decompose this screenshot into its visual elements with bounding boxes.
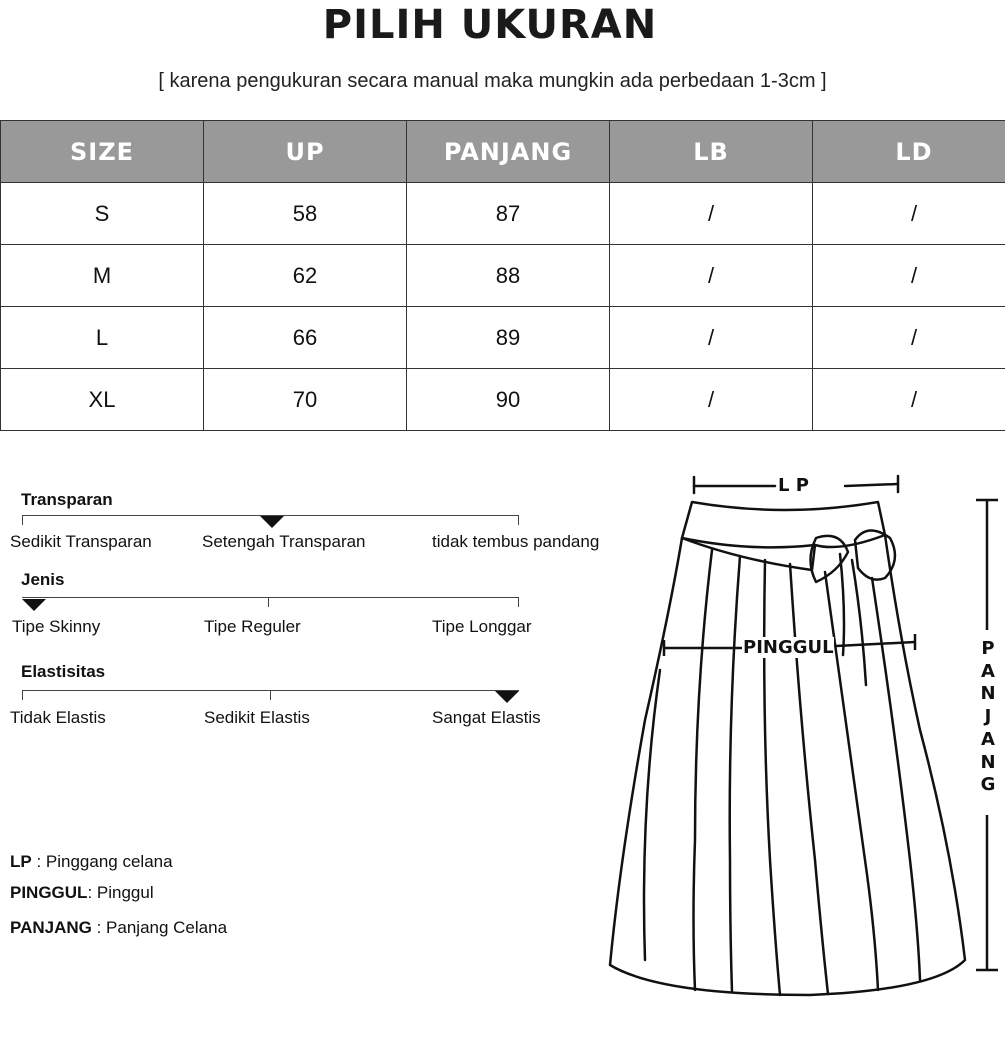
table-cell: / xyxy=(813,307,1005,369)
table-cell: 88 xyxy=(407,245,610,307)
scale-option: Tidak Elastis xyxy=(10,708,106,727)
header-size: SIZE xyxy=(1,121,204,183)
selected-marker xyxy=(22,599,46,611)
table-row xyxy=(1,183,1005,245)
table-cell: 90 xyxy=(407,369,610,431)
page-title: PILIH UKURAN xyxy=(322,2,658,48)
scale-option: Sedikit Transparan xyxy=(10,532,152,551)
table-cell: 58 xyxy=(204,183,407,245)
panjang-letter: G xyxy=(980,774,996,796)
selected-marker xyxy=(260,516,284,528)
table-cell: 62 xyxy=(204,245,407,307)
table-cell: M xyxy=(1,245,204,307)
panjang-letter: J xyxy=(984,706,992,728)
jenis-label: Jenis xyxy=(21,570,65,589)
legend-lp: LP : Pinggang celana xyxy=(10,852,173,871)
table-cell: / xyxy=(610,369,813,431)
panjang-letter: A xyxy=(981,728,995,750)
panjang-label xyxy=(978,638,998,797)
scale-option: Setengah Transparan xyxy=(202,532,366,551)
scale-option: Tipe Reguler xyxy=(204,617,301,636)
table-cell: / xyxy=(813,369,1005,431)
legend-panjang: PANJANG : Panjang Celana xyxy=(10,918,228,937)
scale-option: Sangat Elastis xyxy=(432,708,541,727)
panjang-letter: N xyxy=(980,751,996,773)
table-cell: 87 xyxy=(407,183,610,245)
header-up: UP xyxy=(204,121,407,183)
table-row xyxy=(1,245,1005,307)
table-cell: / xyxy=(813,183,1005,245)
table-cell: / xyxy=(610,307,813,369)
table-cell: S xyxy=(1,183,204,245)
scale-tick xyxy=(22,690,23,700)
size-table xyxy=(0,120,1005,431)
scale-tick xyxy=(22,515,23,525)
scale-option: Tipe Skinny xyxy=(12,617,101,636)
scale-tick xyxy=(518,515,519,525)
table-cell: / xyxy=(813,245,1005,307)
table-cell: 70 xyxy=(204,369,407,431)
scale-tick xyxy=(518,597,519,607)
panjang-letter: P xyxy=(981,638,995,659)
scale-tick xyxy=(268,597,269,607)
scale-option: Sedikit Elastis xyxy=(204,708,310,727)
table-row xyxy=(1,307,1005,369)
header-ld: LD xyxy=(813,121,1005,183)
header-panjang: PANJANG xyxy=(407,121,610,183)
legend-pinggul: PINGGUL: Pinggul xyxy=(10,883,154,902)
table-cell: XL xyxy=(1,369,204,431)
scale-option: Tipe Longgar xyxy=(432,617,532,636)
table-cell: / xyxy=(610,183,813,245)
transparan-label: Transparan xyxy=(21,490,113,509)
pinggul-label: PINGGUL xyxy=(743,637,834,658)
panjang-letter: A xyxy=(981,660,995,682)
elastisitas-label: Elastisitas xyxy=(21,662,106,681)
table-cell: / xyxy=(610,245,813,307)
table-cell: 89 xyxy=(407,307,610,369)
header-lb: LB xyxy=(610,121,813,183)
table-row xyxy=(1,369,1005,431)
table-header-row xyxy=(1,121,1005,183)
lp-label: L P xyxy=(778,475,809,496)
scale-option: tidak tembus pandang xyxy=(432,532,600,551)
scale-tick xyxy=(270,690,271,700)
measurement-note: [ karena pengukuran secara manual maka mungkin ada perbedaan 1-3cm ] xyxy=(158,70,827,92)
skirt-diagram xyxy=(600,460,1005,1005)
table-cell: 66 xyxy=(204,307,407,369)
table-cell: L xyxy=(1,307,204,369)
selected-marker xyxy=(495,691,519,703)
scale-line xyxy=(22,597,519,598)
panjang-letter: N xyxy=(980,683,996,705)
